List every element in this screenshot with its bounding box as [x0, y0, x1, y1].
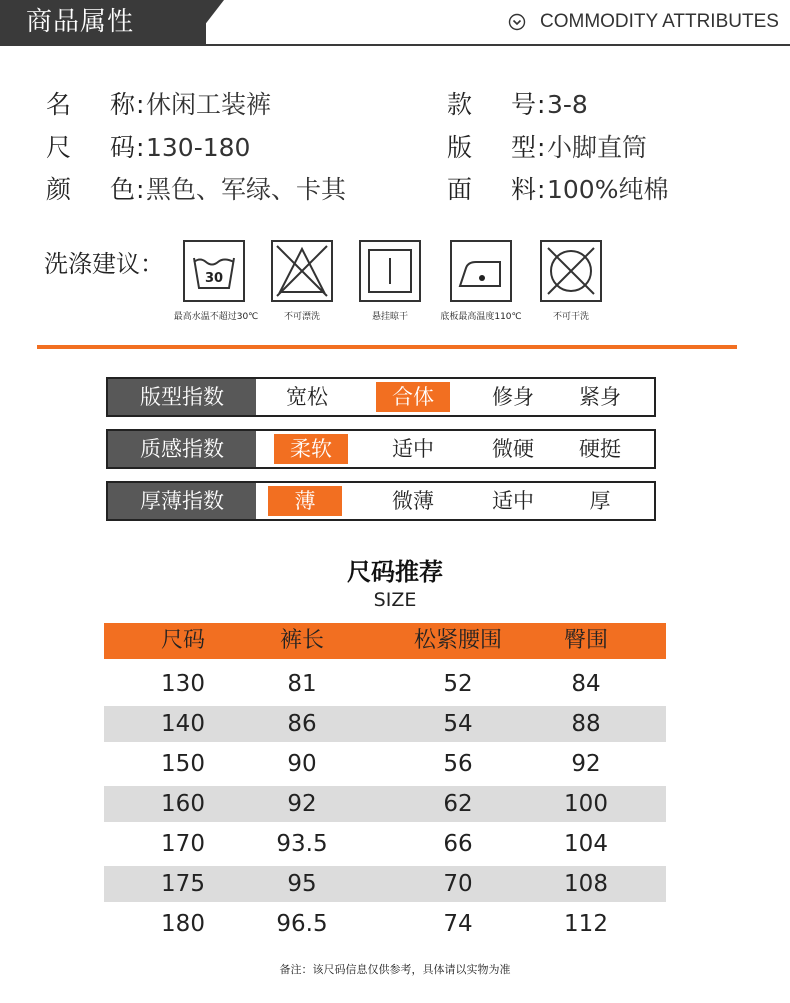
attr-fabric-label: 面	[447, 175, 473, 204]
table-cell: 175	[161, 871, 205, 897]
thickness-option: 微薄	[392, 489, 434, 513]
attr-fabric-label2: 料	[511, 175, 537, 204]
section-divider	[37, 345, 737, 349]
attr-color-label: 颜	[46, 175, 72, 204]
attr-fit-label: 版	[447, 133, 473, 162]
attr-colon: :	[136, 90, 145, 119]
header-cell: 臀围	[563, 628, 608, 653]
attr-style-label: 款	[447, 90, 473, 119]
header-cell: 松紧腰围	[413, 628, 502, 653]
header-divider	[0, 44, 790, 46]
table-row	[104, 866, 666, 902]
table-cell: 112	[564, 911, 608, 937]
attr-name-label2: 称	[110, 90, 136, 119]
hang-dry-icon	[359, 240, 421, 302]
thickness-option: 厚	[589, 489, 611, 513]
size-table-header	[104, 623, 666, 659]
table-cell: 92	[287, 791, 317, 817]
size-note: 备注：该尺码信息仅供参考，具体请以实物为准	[279, 963, 511, 976]
table-cell: 70	[443, 871, 473, 897]
table-cell: 160	[161, 791, 205, 817]
no-dry-clean-icon	[540, 240, 602, 302]
attr-colon: :	[136, 175, 145, 204]
texture-option: 硬挺	[579, 437, 621, 461]
wash-30-icon	[183, 240, 245, 302]
table-cell: 150	[161, 751, 205, 777]
wash-caption: 悬挂晾干	[371, 312, 408, 322]
page-title: 商品属性	[26, 7, 135, 37]
table-cell: 95	[287, 871, 317, 897]
attr-name-label: 名	[46, 90, 72, 119]
texture-option-selected: 柔软	[274, 434, 348, 464]
attr-fit-value: 小脚直筒	[547, 133, 648, 162]
fit-option: 紧身	[579, 385, 621, 409]
attr-size-value: 130-180	[146, 133, 251, 162]
size-table-title: 尺码推荐	[347, 558, 443, 586]
table-cell: 96.5	[276, 911, 328, 937]
attr-size-label2: 码	[110, 133, 136, 162]
table-cell: 62	[443, 791, 473, 817]
header-cell: 尺码	[160, 628, 205, 653]
fit-option: 宽松	[286, 385, 328, 409]
fit-option-selected: 合体	[376, 382, 450, 412]
table-cell: 54	[443, 711, 473, 737]
table-cell: 81	[287, 671, 317, 697]
table-row	[104, 746, 666, 782]
attr-colon: :	[537, 175, 546, 204]
attr-colon: :	[537, 133, 546, 162]
header-cell: 裤长	[279, 628, 324, 653]
attr-style-value: 3-8	[547, 90, 588, 119]
wash-caption: 最高水温不超过30℃	[173, 312, 259, 322]
attr-size-label: 尺	[46, 133, 72, 162]
thickness-option-selected: 薄	[268, 486, 342, 516]
table-cell: 66	[443, 831, 473, 857]
table-cell: 180	[161, 911, 205, 937]
table-cell: 104	[564, 831, 608, 857]
texture-option: 适中	[392, 437, 434, 461]
attr-color-label2: 色	[110, 175, 136, 204]
table-cell: 130	[161, 671, 205, 697]
table-cell: 90	[287, 751, 317, 777]
table-cell: 108	[564, 871, 608, 897]
chevron-down-circle-icon	[508, 13, 526, 31]
table-row	[104, 826, 666, 862]
fit-index-row	[106, 377, 656, 417]
table-cell: 86	[287, 711, 317, 737]
attr-colon: :	[136, 133, 145, 162]
header-bar-slant	[190, 0, 224, 44]
table-row	[104, 706, 666, 742]
table-row	[104, 786, 666, 822]
table-cell: 84	[571, 671, 601, 697]
texture-option: 微硬	[492, 437, 534, 461]
attr-color-value: 黑色、军绿、卡其	[146, 175, 347, 204]
thickness-index-label: 厚薄指数	[108, 483, 256, 519]
size-table-subtitle: SIZE	[373, 589, 417, 611]
table-cell: 93.5	[276, 831, 328, 857]
no-bleach-icon	[271, 240, 333, 302]
wash-caption: 底板最高温度110℃	[440, 312, 522, 322]
washing-title: 洗涤建议：	[44, 250, 164, 278]
attr-style-label2: 号	[511, 90, 537, 119]
texture-index-row	[106, 429, 656, 469]
table-cell: 140	[161, 711, 205, 737]
svg-text:30: 30	[204, 271, 224, 286]
attr-fabric-value: 100%纯棉	[547, 175, 669, 204]
fit-index-label: 版型指数	[108, 379, 256, 415]
fit-option: 修身	[492, 385, 534, 409]
table-cell: 92	[571, 751, 601, 777]
table-cell: 170	[161, 831, 205, 857]
header-subtitle: COMMODITY ATTRIBUTES	[540, 11, 779, 32]
table-cell: 74	[443, 911, 473, 937]
table-cell: 56	[443, 751, 473, 777]
table-row	[104, 666, 666, 702]
attr-fit-label2: 型	[511, 133, 537, 162]
attr-name-value: 休闲工装裤	[146, 90, 272, 119]
wash-caption: 不可漂洗	[283, 312, 320, 322]
table-cell: 52	[443, 671, 473, 697]
thickness-option: 适中	[492, 489, 534, 513]
attr-colon: :	[537, 90, 546, 119]
thickness-index-row	[106, 481, 656, 521]
table-row	[104, 906, 666, 942]
table-cell: 100	[564, 791, 608, 817]
wash-caption: 不可干洗	[552, 312, 589, 322]
iron-icon	[450, 240, 512, 302]
texture-index-label: 质感指数	[108, 431, 256, 467]
table-cell: 88	[571, 711, 601, 737]
